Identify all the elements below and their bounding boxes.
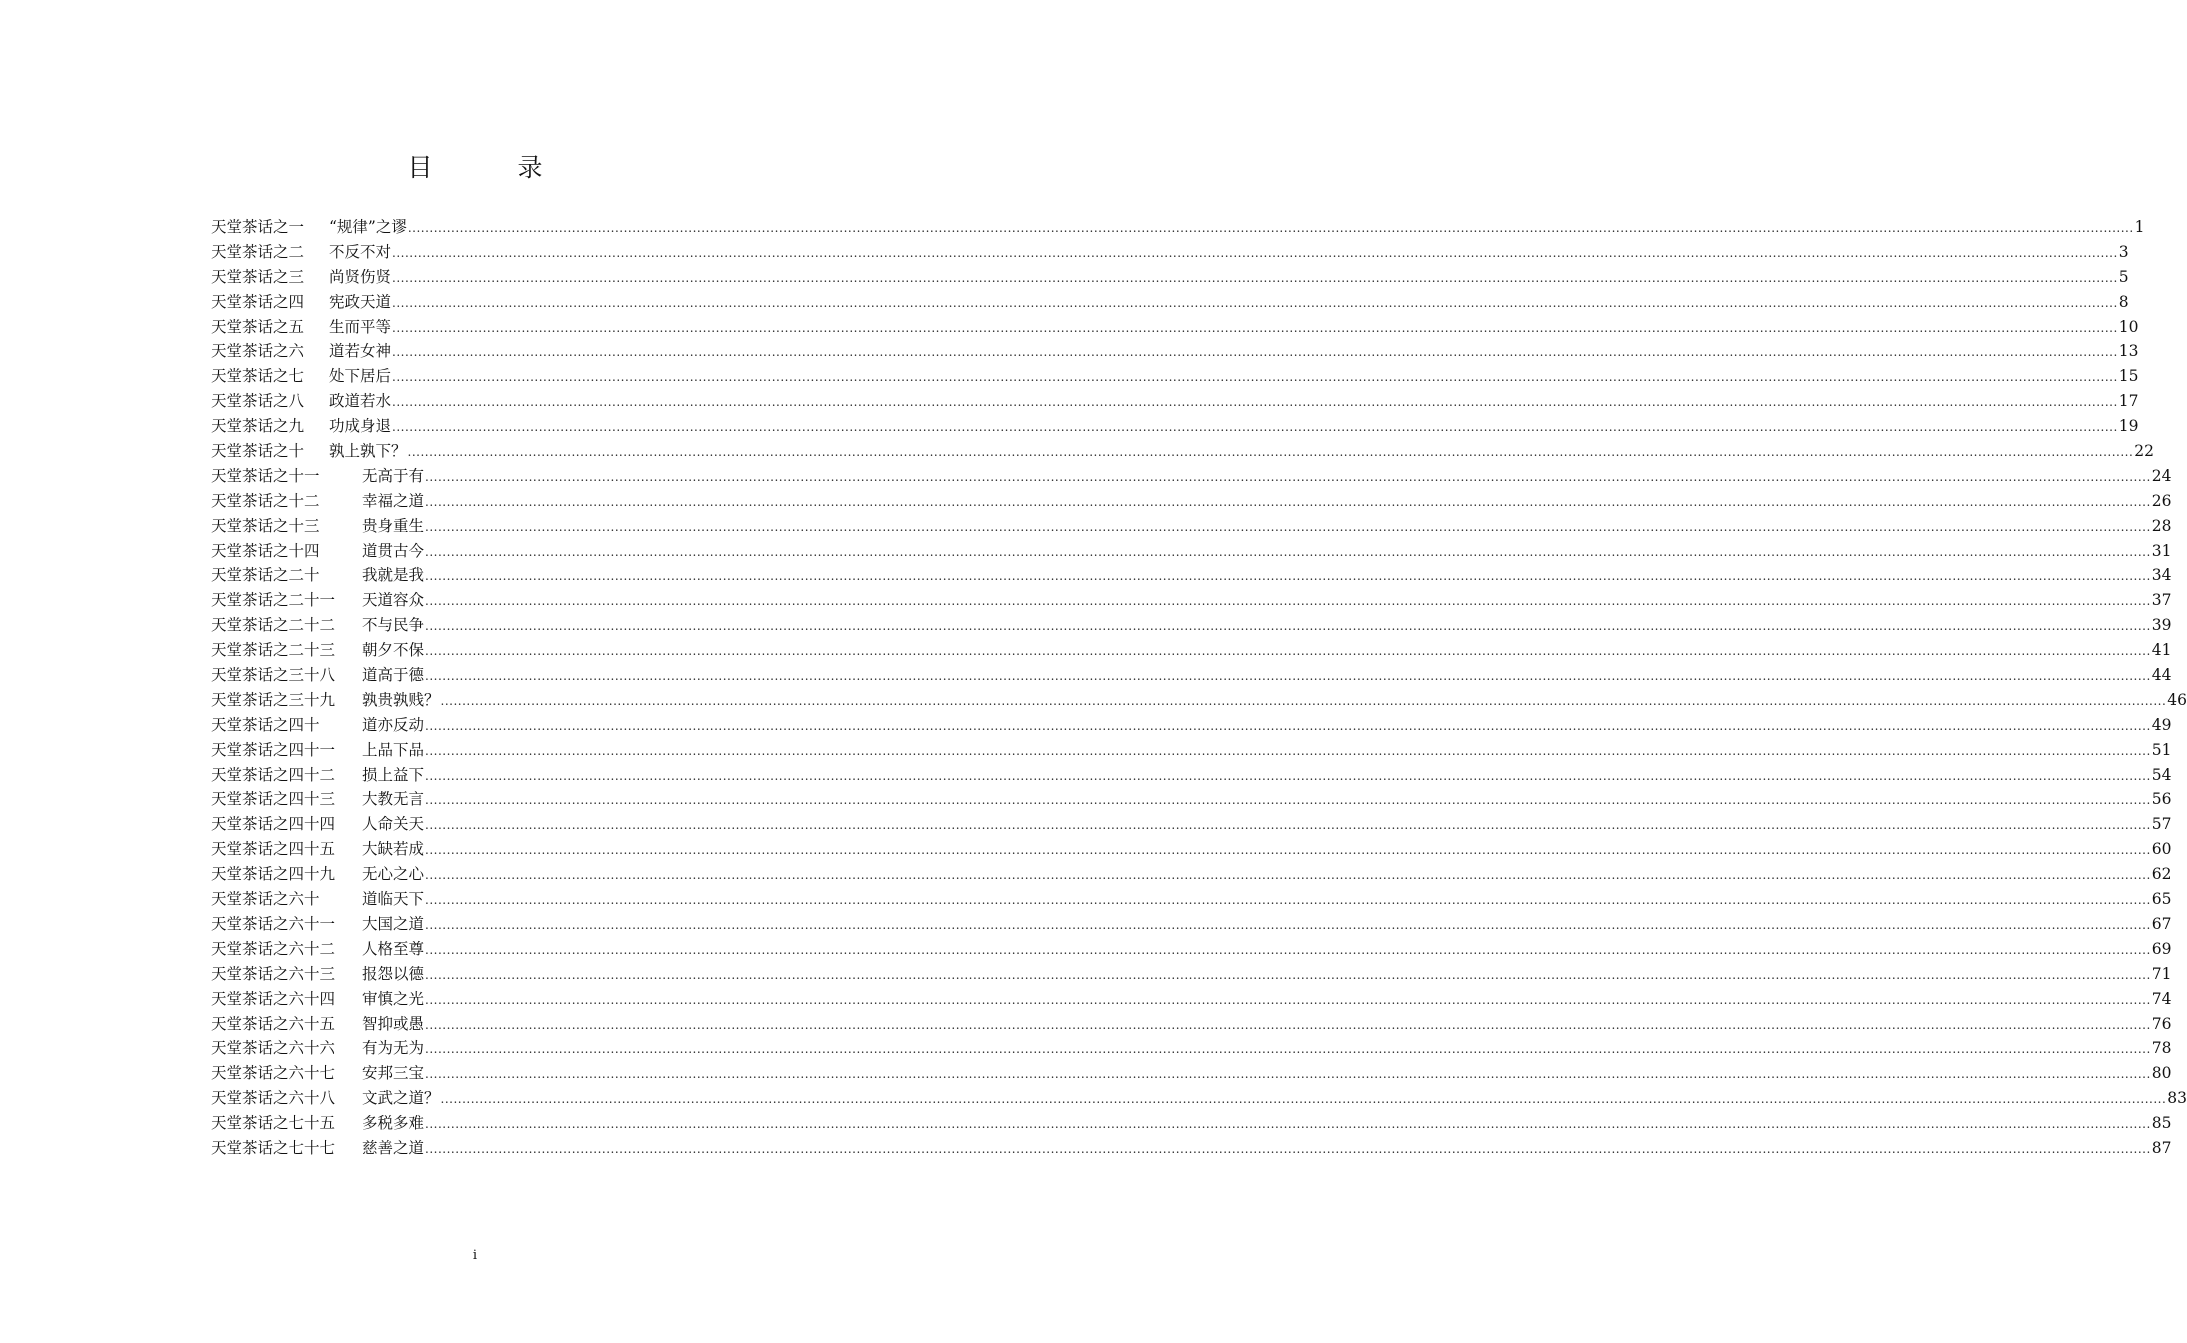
toc-entry[interactable] [211, 414, 2139, 439]
toc-chapter-label: 天堂茶话之四十五 [211, 840, 336, 859]
toc-page-number: 49 [2151, 715, 2172, 734]
toc-dot-leader: ................................................................................................................................................................................................................................................................................................................................................................................................................ [392, 295, 2118, 310]
toc-dot-leader: ................................................................................................................................................................................................................................................................................................................................................................................................................ [425, 519, 2151, 534]
toc-chapter-label: 天堂茶话之十二 [211, 491, 320, 510]
toc-page-number: 26 [2151, 491, 2172, 510]
toc-dot-leader: ................................................................................................................................................................................................................................................................................................................................................................................................................ [425, 893, 2151, 908]
toc-heading: 大教无言 [362, 790, 425, 809]
toc-chapter-label: 天堂茶话之七十五 [211, 1114, 336, 1133]
toc-page-number: 10 [2118, 317, 2139, 336]
toc-chapter-label: 天堂茶话之十三 [211, 516, 320, 535]
toc-entry[interactable] [211, 887, 2172, 912]
toc-dot-leader: ................................................................................................................................................................................................................................................................................................................................................................................................................ [425, 1017, 2151, 1032]
toc-dot-leader: ................................................................................................................................................................................................................................................................................................................................................................................................................ [425, 1117, 2151, 1132]
toc-entry[interactable] [211, 389, 2139, 414]
toc-dot-leader: ................................................................................................................................................................................................................................................................................................................................................................................................................ [425, 793, 2151, 808]
toc-page-number: 31 [2151, 541, 2172, 560]
table-of-contents [211, 215, 2187, 1161]
toc-chapter-label: 天堂茶话之五 [211, 317, 305, 336]
toc-page-number: 65 [2151, 890, 2172, 909]
toc-heading: 慈善之道 [362, 1138, 425, 1157]
toc-dot-leader: ................................................................................................................................................................................................................................................................................................................................................................................................................ [425, 718, 2151, 733]
toc-page-number: 83 [2167, 1089, 2187, 1108]
toc-dot-leader: ................................................................................................................................................................................................................................................................................................................................................................................................................ [425, 494, 2151, 509]
toc-heading: 处下居后 [329, 367, 392, 386]
page-number-footer: i [472, 1248, 478, 1263]
toc-chapter-label: 天堂茶话之六十二 [211, 939, 336, 958]
toc-heading: 不反不对 [329, 242, 392, 261]
toc-entry[interactable] [211, 539, 2172, 564]
toc-dot-leader: ................................................................................................................................................................................................................................................................................................................................................................................................................ [425, 768, 2151, 783]
toc-chapter-label: 天堂茶话之四十 [211, 715, 320, 734]
toc-entry[interactable] [211, 464, 2172, 489]
toc-entry[interactable] [211, 812, 2172, 837]
toc-heading: 人命关天 [362, 815, 425, 834]
toc-entry[interactable] [211, 638, 2172, 663]
toc-dot-leader: ................................................................................................................................................................................................................................................................................................................................................................................................................ [407, 445, 2134, 460]
toc-heading: 道高于德 [362, 666, 425, 685]
toc-heading: 无心之心 [362, 865, 425, 884]
toc-page-number: 67 [2151, 914, 2172, 933]
toc-chapter-label: 天堂茶话之四十二 [211, 765, 336, 784]
toc-page-number: 28 [2151, 516, 2172, 535]
toc-dot-leader: ................................................................................................................................................................................................................................................................................................................................................................................................................ [440, 1092, 2167, 1107]
toc-page-number: 39 [2151, 616, 2172, 635]
toc-chapter-label: 天堂茶话之六十七 [211, 1064, 336, 1083]
toc-heading: 尚贤伤贤 [329, 267, 392, 286]
toc-heading: 无高于有 [362, 466, 425, 485]
toc-heading: 报怨以德 [362, 964, 425, 983]
toc-dot-leader: ................................................................................................................................................................................................................................................................................................................................................................................................................ [425, 1141, 2151, 1156]
toc-page-number: 44 [2151, 666, 2172, 685]
toc-dot-leader: ................................................................................................................................................................................................................................................................................................................................................................................................................ [425, 594, 2151, 609]
toc-entry[interactable] [211, 1136, 2172, 1161]
toc-heading: 上品下品 [362, 740, 425, 759]
toc-entry[interactable] [211, 240, 2129, 265]
toc-chapter-label: 天堂茶话之六十 [211, 890, 320, 909]
toc-chapter-label: 天堂茶话之二 [211, 242, 305, 261]
toc-page-number: 76 [2151, 1014, 2172, 1033]
toc-chapter-label: 天堂茶话之十一 [211, 466, 320, 485]
toc-entry[interactable] [211, 364, 2139, 389]
toc-chapter-label: 天堂茶话之十四 [211, 541, 320, 560]
toc-page-number: 3 [2118, 242, 2129, 261]
toc-dot-leader: ................................................................................................................................................................................................................................................................................................................................................................................................................ [425, 1042, 2151, 1057]
toc-entry[interactable] [211, 713, 2172, 738]
toc-page-number: 74 [2151, 989, 2172, 1008]
toc-page-number: 15 [2118, 367, 2139, 386]
toc-chapter-label: 天堂茶话之四十九 [211, 865, 336, 884]
toc-page-number: 80 [2151, 1064, 2172, 1083]
toc-chapter-label: 天堂茶话之三 [211, 267, 305, 286]
toc-heading: 道临天下 [362, 890, 425, 909]
toc-entry[interactable] [211, 912, 2172, 937]
toc-chapter-label: 天堂茶话之七 [211, 367, 305, 386]
toc-entry[interactable] [211, 588, 2172, 613]
toc-heading: 道亦反动 [362, 715, 425, 734]
toc-entry[interactable] [211, 1111, 2172, 1136]
toc-heading: 孰上孰下？ [329, 442, 407, 461]
toc-page-number: 56 [2151, 790, 2172, 809]
toc-dot-leader: ................................................................................................................................................................................................................................................................................................................................................................................................................ [392, 370, 2118, 385]
toc-heading: 天道容众 [362, 591, 425, 610]
toc-chapter-label: 天堂茶话之三十八 [211, 666, 336, 685]
toc-chapter-label: 天堂茶话之六十一 [211, 914, 336, 933]
toc-chapter-label: 天堂茶话之二十 [211, 566, 320, 585]
toc-heading: 文武之道？ [362, 1089, 440, 1108]
page-title: 目 录 [407, 153, 573, 182]
toc-dot-leader: ................................................................................................................................................................................................................................................................................................................................................................................................................ [425, 669, 2151, 684]
toc-entry[interactable] [211, 1012, 2172, 1037]
toc-chapter-label: 天堂茶话之二十一 [211, 591, 336, 610]
toc-entry[interactable] [211, 937, 2172, 962]
toc-chapter-label: 天堂茶话之二十三 [211, 641, 336, 660]
toc-page-number: 22 [2134, 442, 2155, 461]
toc-dot-leader: ................................................................................................................................................................................................................................................................................................................................................................................................................ [425, 992, 2151, 1007]
toc-heading: 政道若水 [329, 392, 392, 411]
toc-entry[interactable] [211, 663, 2172, 688]
toc-chapter-label: 天堂茶话之八 [211, 392, 305, 411]
toc-heading: 审慎之光 [362, 989, 425, 1008]
toc-page-number: 1 [2134, 218, 2145, 236]
toc-chapter-label: 天堂茶话之六 [211, 342, 305, 361]
toc-chapter-label: 天堂茶话之二十二 [211, 616, 336, 635]
toc-dot-leader: ................................................................................................................................................................................................................................................................................................................................................................................................................ [425, 868, 2151, 883]
toc-page-number: 57 [2151, 815, 2172, 834]
toc-entry[interactable] [211, 439, 2155, 464]
toc-dot-leader: ................................................................................................................................................................................................................................................................................................................................................................................................................ [425, 942, 2151, 957]
toc-chapter-label: 天堂茶话之四十三 [211, 790, 336, 809]
toc-dot-leader: ................................................................................................................................................................................................................................................................................................................................................................................................................ [392, 345, 2118, 360]
toc-page-number: 87 [2151, 1138, 2172, 1157]
toc-entry[interactable] [211, 489, 2172, 514]
toc-heading: 智抑或愚 [362, 1014, 425, 1033]
toc-entry[interactable] [211, 862, 2172, 887]
toc-page-number: 8 [2118, 292, 2129, 311]
toc-heading: 有为无为 [362, 1039, 425, 1058]
toc-page-number: 13 [2118, 342, 2139, 361]
toc-page-number: 46 [2167, 690, 2187, 709]
toc-chapter-label: 天堂茶话之四十一 [211, 740, 336, 759]
toc-dot-leader: ................................................................................................................................................................................................................................................................................................................................................................................................................ [425, 843, 2151, 858]
toc-heading: 宪政天道 [329, 292, 392, 311]
toc-dot-leader: ................................................................................................................................................................................................................................................................................................................................................................................................................ [440, 693, 2167, 708]
toc-heading: 贵身重生 [362, 516, 425, 535]
toc-page-number: 71 [2151, 964, 2172, 983]
toc-entry[interactable] [211, 1061, 2172, 1086]
toc-page-number: 60 [2151, 840, 2172, 859]
toc-chapter-label: 天堂茶话之六十四 [211, 989, 336, 1008]
toc-dot-leader: ................................................................................................................................................................................................................................................................................................................................................................................................................ [407, 221, 2134, 235]
toc-page-number: 78 [2151, 1039, 2172, 1058]
toc-dot-leader: ................................................................................................................................................................................................................................................................................................................................................................................................................ [392, 420, 2118, 435]
toc-page-number: 24 [2151, 466, 2172, 485]
toc-heading: 孰贵孰贱？ [362, 690, 440, 709]
toc-chapter-label: 天堂茶话之六十六 [211, 1039, 336, 1058]
toc-dot-leader: ................................................................................................................................................................................................................................................................................................................................................................................................................ [392, 320, 2118, 335]
toc-chapter-label: 天堂茶话之四十四 [211, 815, 336, 834]
toc-dot-leader: ................................................................................................................................................................................................................................................................................................................................................................................................................ [425, 469, 2151, 484]
toc-dot-leader: ................................................................................................................................................................................................................................................................................................................................................................................................................ [425, 818, 2151, 833]
toc-chapter-label: 天堂茶话之六十五 [211, 1014, 336, 1033]
toc-page-number: 69 [2151, 939, 2172, 958]
toc-dot-leader: ................................................................................................................................................................................................................................................................................................................................................................................................................ [392, 270, 2118, 285]
toc-chapter-label: 天堂茶话之四 [211, 292, 305, 311]
toc-dot-leader: ................................................................................................................................................................................................................................................................................................................................................................................................................ [425, 967, 2151, 982]
toc-heading: 多税多难 [362, 1114, 425, 1133]
toc-page-number: 62 [2151, 865, 2172, 884]
toc-entry[interactable] [211, 738, 2172, 763]
toc-heading: 生而平等 [329, 317, 392, 336]
toc-chapter-label: 天堂茶话之九 [211, 417, 305, 436]
toc-entry[interactable] [211, 688, 2187, 713]
toc-dot-leader: ................................................................................................................................................................................................................................................................................................................................................................................................................ [425, 743, 2151, 758]
toc-heading: 我就是我 [362, 566, 425, 585]
toc-heading: 安邦三宝 [362, 1064, 425, 1083]
toc-dot-leader: ................................................................................................................................................................................................................................................................................................................................................................................................................ [425, 619, 2151, 634]
toc-page-number: 19 [2118, 417, 2139, 436]
toc-heading: 大国之道 [362, 914, 425, 933]
toc-heading: 道贯古今 [362, 541, 425, 560]
toc-dot-leader: ................................................................................................................................................................................................................................................................................................................................................................................................................ [425, 544, 2151, 559]
toc-dot-leader: ................................................................................................................................................................................................................................................................................................................................................................................................................ [425, 644, 2151, 659]
toc-chapter-label: 天堂茶话之三十九 [211, 690, 336, 709]
toc-chapter-label: 天堂茶话之六十八 [211, 1089, 336, 1108]
toc-dot-leader: ................................................................................................................................................................................................................................................................................................................................................................................................................ [425, 569, 2151, 584]
toc-entry[interactable] [211, 215, 2145, 240]
toc-page-number: 34 [2151, 566, 2172, 585]
toc-chapter-label: 天堂茶话之六十三 [211, 964, 336, 983]
toc-entry[interactable] [211, 987, 2172, 1012]
toc-page-number: 85 [2151, 1114, 2172, 1133]
toc-heading: 损上益下 [362, 765, 425, 784]
toc-dot-leader: ................................................................................................................................................................................................................................................................................................................................................................................................................ [425, 917, 2151, 932]
toc-page-number: 5 [2118, 267, 2129, 286]
toc-page-number: 17 [2118, 392, 2139, 411]
toc-page-number: 54 [2151, 765, 2172, 784]
toc-entry[interactable] [211, 290, 2129, 315]
toc-entry[interactable] [211, 265, 2129, 290]
toc-entry[interactable] [211, 962, 2172, 987]
toc-page-number: 41 [2151, 641, 2172, 660]
toc-heading: 不与民争 [362, 616, 425, 635]
toc-entry[interactable] [211, 1086, 2187, 1111]
toc-entry[interactable] [211, 339, 2139, 364]
toc-heading: 大缺若成 [362, 840, 425, 859]
toc-page-number: 51 [2151, 740, 2172, 759]
toc-heading: 道若女神 [329, 342, 392, 361]
toc-entry[interactable] [211, 563, 2172, 588]
toc-chapter-label: 天堂茶话之一 [211, 218, 305, 236]
toc-entry[interactable] [211, 763, 2172, 788]
toc-heading: 功成身退 [329, 417, 392, 436]
toc-heading: 人格至尊 [362, 939, 425, 958]
toc-page-number: 37 [2151, 591, 2172, 610]
toc-chapter-label: 天堂茶话之十 [211, 442, 305, 461]
toc-chapter-label: 天堂茶话之七十七 [211, 1138, 336, 1157]
toc-entry[interactable] [211, 787, 2172, 812]
toc-dot-leader: ................................................................................................................................................................................................................................................................................................................................................................................................................ [392, 395, 2118, 410]
toc-heading: 朝夕不保 [362, 641, 425, 660]
toc-entry[interactable] [211, 1036, 2172, 1061]
toc-entry[interactable] [211, 837, 2172, 862]
toc-heading: “规律”之谬 [329, 218, 407, 236]
toc-dot-leader: ................................................................................................................................................................................................................................................................................................................................................................................................................ [392, 245, 2118, 260]
toc-entry[interactable] [211, 514, 2172, 539]
toc-heading: 幸福之道 [362, 491, 425, 510]
toc-entry[interactable] [211, 613, 2172, 638]
toc-dot-leader: ................................................................................................................................................................................................................................................................................................................................................................................................................ [425, 1067, 2151, 1082]
toc-entry[interactable] [211, 315, 2139, 340]
